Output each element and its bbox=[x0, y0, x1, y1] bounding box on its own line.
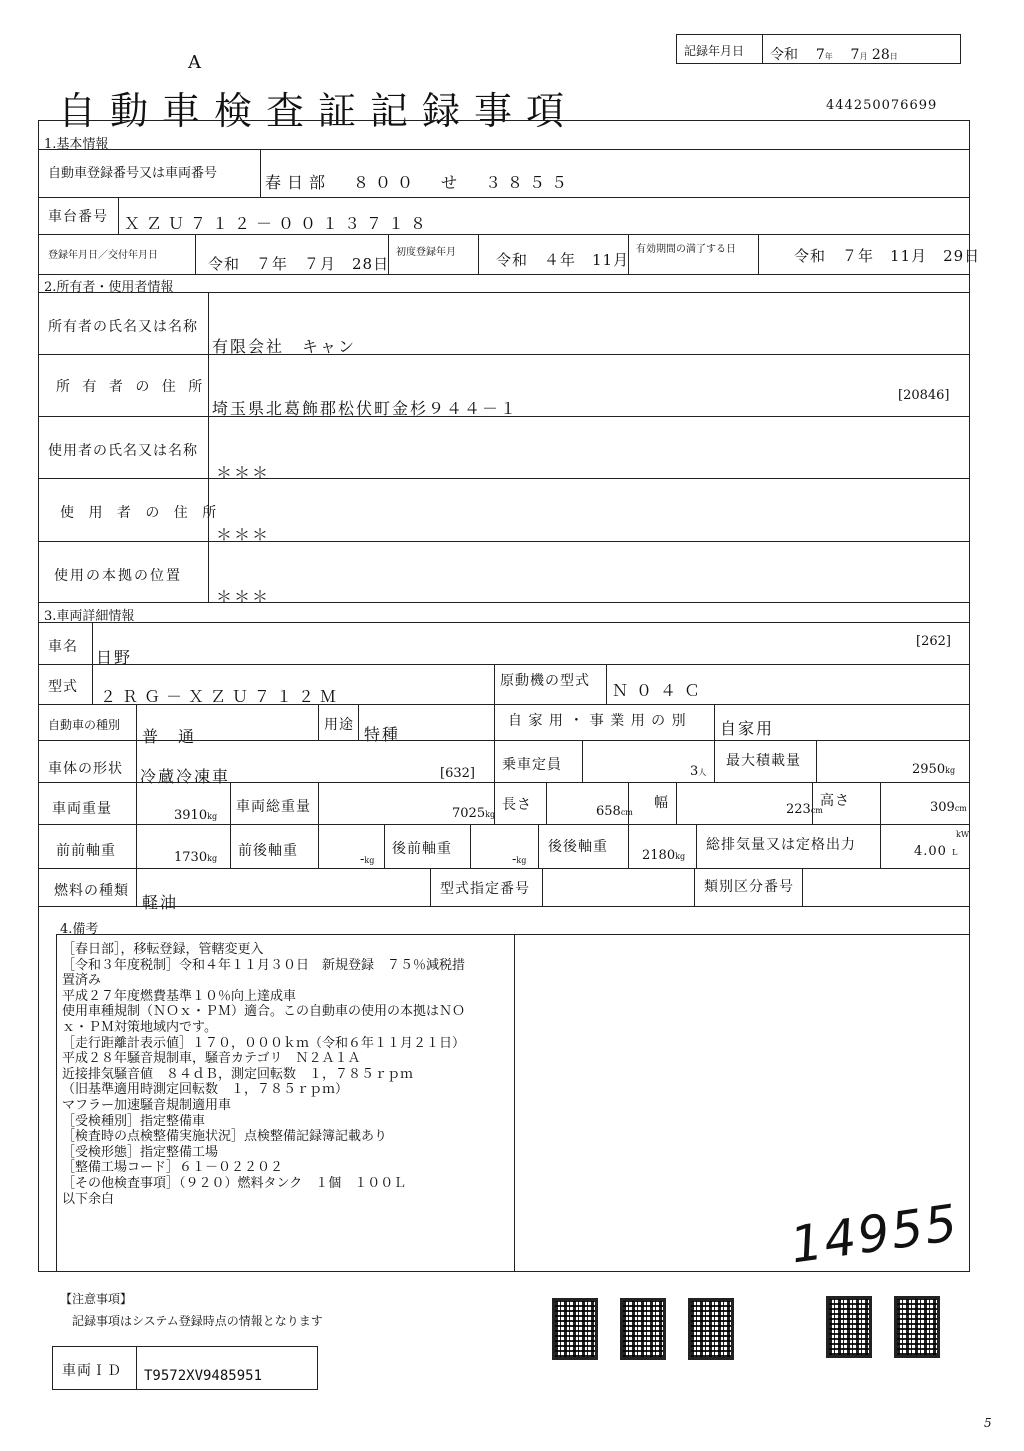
owner-address: 埼玉県北葛飾郡松伏町金杉９４４－１ bbox=[212, 399, 519, 418]
first-reg: 令和 ４年 11月 bbox=[496, 251, 630, 269]
chassis-label: 車台番号 bbox=[48, 209, 108, 225]
engine-label: 原動機の型式 bbox=[500, 673, 590, 689]
ff-axle-label: 前前軸重 bbox=[56, 843, 116, 859]
max-load-label: 最大積載量 bbox=[726, 753, 801, 769]
make-label: 車名 bbox=[48, 639, 78, 655]
length: 658cm bbox=[596, 804, 633, 819]
section4-heading: 4.備考 bbox=[60, 922, 99, 937]
length-label: 長さ bbox=[502, 797, 532, 813]
weight-label: 車両重量 bbox=[52, 801, 112, 817]
chassis-number: ＸＺＵ７１２－００１３７１８ bbox=[124, 214, 433, 233]
base-location: ＊＊＊ bbox=[216, 587, 271, 606]
page-mark: 5 bbox=[984, 1416, 992, 1430]
category-label: 類別区分番号 bbox=[704, 879, 794, 895]
section2-heading: 2.所有者・使用者情報 bbox=[44, 280, 174, 295]
qr-code-2 bbox=[620, 1298, 666, 1360]
remarks: ［春日部］，移転登録，管轄変更入 ［令和３年度税制］令和４年１１月３０日 新規登録 ７５％減税措 置済み 平成２７年度燃費基準１０％向上達成車 使用車種規制（ＮＯｘ・ＰＭ）適合。この自動車の使用の本拠はＮＯ ｘ・ＰＭ対策地域内です。 ［走行距離計表示値］１７０，０００ｋｍ（令和６年１１月２１日） 平成２８年騒音規制車，騒音カテゴリ Ｎ２Ａ１Ａ 近接排気騒音値 ８４ｄＢ，測定回転数 １，７８５ｒｐｍ （旧基準適用時測定回転数 １，７８５ｒｐｍ） マフラー加速騒音規制適用車 ［受検種別］指定整備車 ［検査時の点検整備実施状況］点検整備記録簿記載あり ［受検形態］指定整備工場 ［整備工場コード］６１－０２２０２ ［その他検査事項］（９２０）燃料タンク １個 １００Ｌ 以下余白 bbox=[62, 942, 466, 1207]
reg-no-label: 自動車登録番号又は車両番号 bbox=[48, 166, 218, 181]
fuel-label: 燃料の種類 bbox=[54, 883, 129, 899]
use-label: 用途 bbox=[324, 717, 354, 733]
reg-date: 令和 ７年 ７月 28日 bbox=[208, 255, 390, 273]
expiry-label: 有効期間の満了する日 bbox=[636, 244, 736, 255]
owner-addr-label: 所 有 者 の 住 所 bbox=[56, 379, 207, 395]
max-load: 2950kg bbox=[912, 762, 956, 777]
make-code: [262] bbox=[916, 634, 951, 649]
fuel-type: 軽油 bbox=[142, 893, 179, 912]
body-label: 車体の形状 bbox=[48, 761, 123, 777]
first-reg-label: 初度登録年月 bbox=[396, 247, 456, 258]
qr-code-5 bbox=[894, 1296, 940, 1358]
model-label: 型式 bbox=[48, 679, 78, 695]
record-date-label: 記録年月日 bbox=[684, 44, 745, 58]
capacity-label: 乗車定員 bbox=[502, 757, 562, 773]
section3-heading: 3.車両詳細情報 bbox=[44, 609, 135, 624]
height: 309cm bbox=[930, 800, 967, 815]
engine-model: Ｎ０４Ｃ bbox=[612, 681, 709, 700]
kind: 普 通 bbox=[142, 727, 197, 746]
fr-axle-label: 前後軸重 bbox=[238, 843, 298, 859]
body-code: [632] bbox=[440, 766, 475, 781]
body-shape: 冷蔵冷凍車 bbox=[140, 767, 231, 786]
handwritten-number: 14955 bbox=[786, 1193, 963, 1275]
private-business: 自家用 bbox=[720, 719, 775, 738]
user-name-label: 使用者の氏名又は名称 bbox=[48, 443, 198, 459]
vehicle-weight: 3910kg bbox=[174, 808, 218, 823]
notice-heading: 【注意事項】 bbox=[60, 1292, 133, 1306]
reg-date-label: 登録年月日／交付年月日 bbox=[48, 250, 158, 261]
make: 日野 bbox=[96, 648, 133, 667]
vehicle-id-label: 車両ＩＤ bbox=[62, 1363, 122, 1379]
displacement-unit-top: kW bbox=[956, 830, 970, 839]
corner-mark: A bbox=[188, 52, 201, 73]
user-address: ＊＊＊ bbox=[216, 525, 271, 544]
gross-weight: 7025kg bbox=[452, 806, 496, 821]
use: 特種 bbox=[364, 725, 401, 744]
kind-label: 自動車の種別 bbox=[48, 718, 121, 732]
gross-label: 車両総重量 bbox=[236, 799, 311, 815]
expiry-date: 令和 ７年 11月 29日 bbox=[794, 247, 981, 265]
notice-text: 記録事項はシステム登録時点の情報となります bbox=[72, 1314, 323, 1328]
height-label: 高さ bbox=[820, 793, 850, 809]
rr-axle-label: 後後軸重 bbox=[548, 839, 608, 855]
private-label: 自 家 用 ・ 事 業 用 の 別 bbox=[508, 713, 687, 729]
qr-code-3 bbox=[688, 1298, 734, 1360]
rf-axle-weight: -kg bbox=[512, 852, 527, 867]
record-date: 令和 7年 7月 28日 bbox=[770, 47, 898, 63]
reg-no: 春日部 ８００ せ ３８５５ bbox=[265, 173, 574, 192]
qr-code-1 bbox=[552, 1298, 598, 1360]
fr-axle-weight: -kg bbox=[360, 852, 375, 867]
owner-name: 有限会社 キャン bbox=[212, 337, 357, 356]
user-addr-label: 使 用 者 の 住 所 bbox=[60, 505, 222, 521]
ff-axle-weight: 1730kg bbox=[174, 850, 218, 865]
rr-axle-weight: 2180kg bbox=[642, 848, 686, 863]
rf-axle-label: 後前軸重 bbox=[392, 841, 452, 857]
width-label: 幅 bbox=[654, 795, 669, 811]
vehicle-id: T9572XV9485951 bbox=[144, 1368, 263, 1384]
displacement-label: 総排気量又は定格出力 bbox=[706, 837, 856, 853]
base-label: 使用の本拠の位置 bbox=[54, 568, 182, 584]
owner-name-label: 所有者の氏名又は名称 bbox=[48, 319, 198, 335]
document-title: 自動車検査証記録事項 bbox=[58, 89, 579, 133]
qr-code-4 bbox=[826, 1296, 872, 1358]
model: ２ＲＧ－ＸＺＵ７１２Ｍ bbox=[100, 687, 343, 706]
section1-heading: 1.基本情報 bbox=[44, 137, 109, 152]
user-name: ＊＊＊ bbox=[216, 463, 271, 482]
capacity: 3人 bbox=[690, 764, 707, 779]
width: 223cm bbox=[786, 802, 823, 817]
displacement: 4.00 L bbox=[914, 844, 958, 859]
document-number: 444250076699 bbox=[826, 98, 938, 113]
type-designation-label: 型式指定番号 bbox=[440, 881, 530, 897]
owner-address-code: [20846] bbox=[898, 388, 950, 403]
